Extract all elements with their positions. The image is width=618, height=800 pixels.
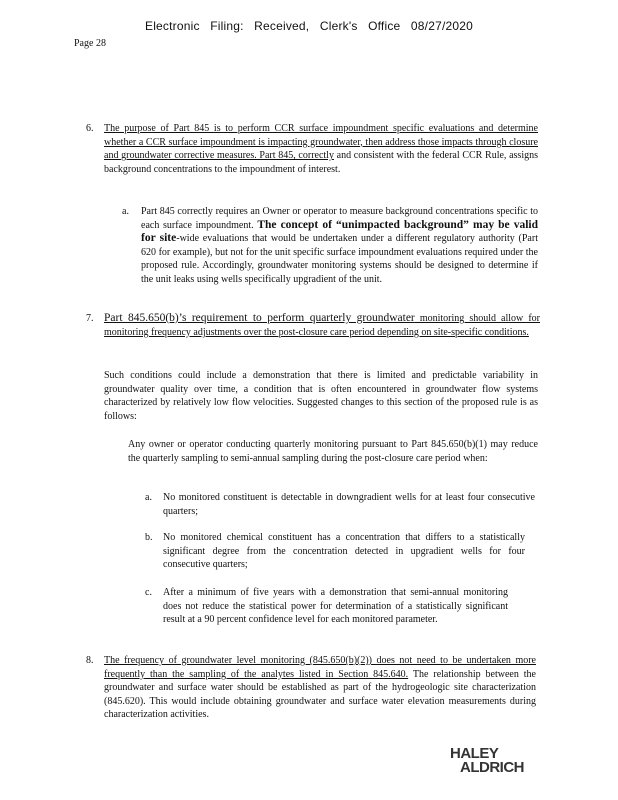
item-6-plain: and consistent with the federal CCR Rule, assigns background concentrations to the impoundment of interest.	[104, 150, 538, 175]
sublist-a-letter: a.	[145, 492, 152, 503]
item-7-intro: Such conditions could include a demonstration that there is limited and predictable variability in groundwater quality over time, a condition that is often encountered in groundwater flow systems characterized by relatively low flow velocities. Suggested changes to this section of the proposed rule is as follows:	[104, 370, 538, 422]
item-7-quote: Any owner or operator conducting quarterly monitoring pursuant to Part 845.650(b)(1) may reduce the quarterly sampling to semi-annual sampling during the post-closure care period when:	[128, 439, 538, 464]
item-7-text	[104, 312, 540, 339]
item-6-number: 6.	[86, 123, 94, 134]
item-7-underlined-big: Part 845.650(b)’s requirement to perform quarterly groundwater	[104, 312, 415, 324]
item-8-plain: The relationship between the groundwater and surface water should be established as part of the hydrogeologic site characterization (845.620). This would include obtaining groundwater and surface water elevation measurements during characterization activities.	[104, 668, 536, 721]
item-6-text	[104, 122, 538, 176]
sublist-c-text: After a minimum of five years with a demonstration that semi-annual monitoring does not reduce the statistical power for determination of a statistically significant result at a 90 percent confidence level for each monitored parameter.	[163, 587, 508, 626]
item-6-underlined: The purpose of Part 845 is to perform CCR surface impoundment specific evaluations and determine whether a CCR surface impoundment is impacting groundwater, then address those impacts through closure and groundwater corrective measures. Part 845, correctly	[104, 123, 538, 162]
item-8-underlined: The frequency of groundwater level monitoring (845.650(b)(2)) does not need to be undertaken more frequently than the sampling of the analytes listed in Section 845.640.	[104, 655, 536, 680]
item-6a-emphasis: The concept of “unimpacted background” may be valid for site	[141, 218, 538, 245]
item-7-underlined: monitoring should allow for monitoring frequency adjustments over the post-closure care period depending on site-specific conditions.	[104, 313, 540, 338]
sublist-b-letter: b.	[145, 532, 153, 543]
filing-header: Electronic Filing: Received, Clerk's Office 08/27/2020	[144, 19, 473, 33]
haley-aldrich-logo	[450, 745, 542, 777]
sublist-b-text: No monitored chemical constituent has a concentration that differs to a statistically significant degree from the concentration detected in upgradient wells for four consecutive quarters;	[163, 532, 525, 571]
sublist-c-letter: c.	[145, 587, 152, 598]
item-6a-end: -wide evaluations that would be undertaken under a different regulatory authority (Part 620 for example), but not for the unit specific surface impoundment evaluations required under the proposed rule. Accordingly, groundwater monitoring systems should be designed to determine if the unit leaks using wells specifically upgradient of the unit.	[141, 233, 538, 285]
logo-line-1: HALEY	[450, 745, 499, 762]
logo-line-2: ALDRICH	[460, 759, 524, 776]
item-6a-letter: a.	[122, 206, 129, 217]
item-7-number: 7.	[86, 313, 94, 324]
sublist-a-text: No monitored constituent is detectable in downgradient wells for at least four consecutive quarters;	[163, 492, 535, 517]
item-6a-start: Part 845 correctly requires an Owner or operator to measure background concentrations specific to each surface impoundment.	[141, 206, 538, 231]
item-8-text	[104, 654, 536, 722]
item-6a-text	[141, 205, 538, 287]
page-number: Page 28	[74, 38, 106, 49]
item-8-number: 8.	[86, 655, 94, 666]
